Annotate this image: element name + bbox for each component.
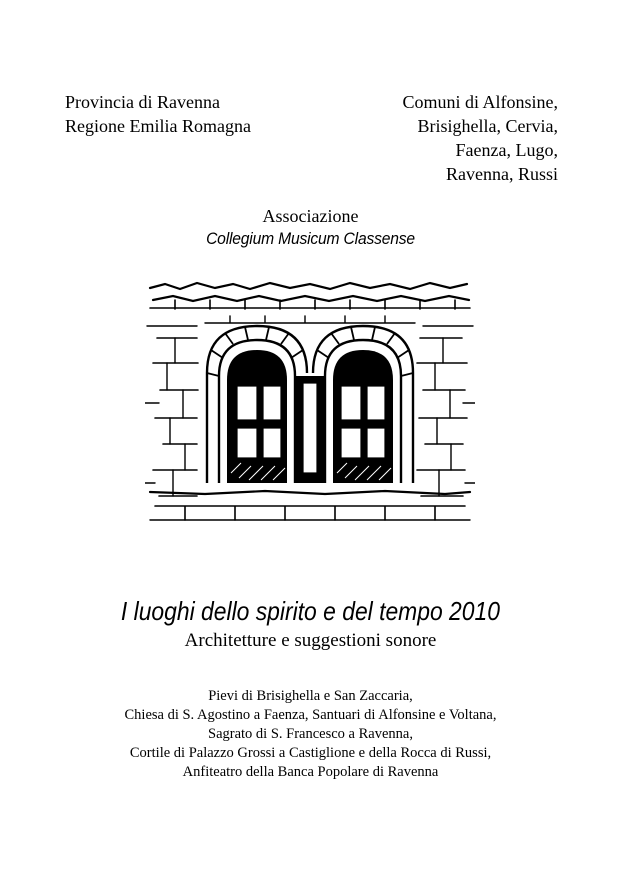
- organizers-left: [65, 90, 251, 138]
- event-title: I luoghi dello spirito e del tempo 2010: [120, 596, 500, 626]
- double-arched-window-icon: [145, 278, 475, 526]
- association-label: Associazione: [262, 206, 359, 226]
- organizer-region: Regione Emilia Romagna: [65, 116, 251, 136]
- venue-line: Chiesa di S. Agostino a Faenza, Santuari di Alfonsine e Voltana,: [124, 707, 497, 723]
- venue-line: Sagrato di S. Francesco a Ravenna,: [208, 726, 413, 742]
- association-name: Collegium Musicum Classense: [206, 229, 415, 248]
- organizer-province: Provincia di Ravenna: [65, 92, 220, 112]
- event-subtitle: Architetture e suggestioni sonore: [184, 630, 437, 651]
- venue-line: Anfiteatro della Banca Popolare di Ravenna: [182, 764, 439, 780]
- organizers-right: [402, 90, 558, 186]
- venues-list: [0, 687, 621, 782]
- municipalities-line-1: Comuni di Alfonsine,: [402, 92, 558, 112]
- venue-line: Cortile di Palazzo Grossi a Castiglione e della Rocca di Russi,: [129, 745, 492, 761]
- venue-line: Pievi di Brisighella e San Zaccaria,: [208, 688, 413, 704]
- municipalities-line-3: Faenza, Lugo,: [455, 140, 558, 160]
- municipalities-line-4: Ravenna, Russi: [446, 164, 558, 184]
- municipalities-line-2: Brisighella, Cervia,: [417, 116, 558, 136]
